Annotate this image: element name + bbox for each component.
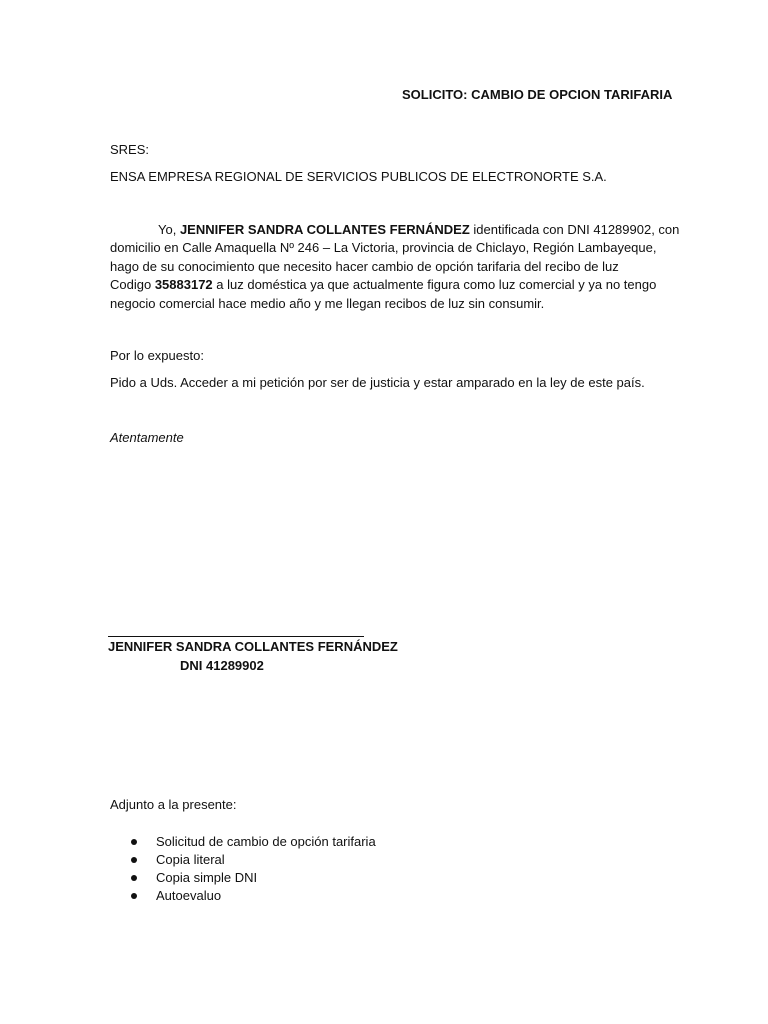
list-item <box>110 887 376 905</box>
body-line-2: domicilio en Calle Amaquella Nº 246 – La Victoria, provincia de Chiclayo, Región Lambayeque, <box>110 240 657 256</box>
attachments-list <box>110 833 376 905</box>
subject-line: SOLICITO: CAMBIO DE OPCION TARIFARIA <box>402 87 673 102</box>
body-intro: Yo, <box>158 222 180 237</box>
body-line-1 <box>110 221 680 239</box>
bullet-icon <box>131 857 137 863</box>
closing-text: Atentamente <box>110 430 184 445</box>
attachment-label: Solicitud de cambio de opción tarifaria <box>156 834 376 849</box>
body-id-text: identificada con DNI 41289902, con <box>469 222 680 237</box>
recipient: ENSA EMPRESA REGIONAL DE SERVICIOS PUBLICOS DE ELECTRONORTE S.A. <box>110 169 607 184</box>
list-item <box>110 833 376 851</box>
meter-code: 35883172 <box>154 277 213 293</box>
attachment-label: Copia simple DNI <box>156 870 258 885</box>
body-line-5: negocio comercial hace medio año y me llegan recibos de luz sin consumir. <box>110 295 545 311</box>
attachment-label: Copia literal <box>156 852 225 867</box>
attachments-title: Adjunto a la presente: <box>110 797 237 812</box>
body-reason-text: a luz doméstica ya que actualmente figura como luz comercial y ya no tengo <box>212 277 657 293</box>
list-item <box>110 869 376 887</box>
signature-dni: DNI 41289902 <box>180 658 264 673</box>
list-item <box>110 851 376 869</box>
petition-text: Pido a Uds. Acceder a mi petición por ser de justicia y estar amparado en la ley de este país. <box>110 375 645 390</box>
body-line-3: hago de su conocimiento que necesito hacer cambio de opción tarifaria del recibo de luz <box>110 258 619 274</box>
body-paragraph <box>110 221 680 313</box>
por-lo-expuesto: Por lo expuesto: <box>110 348 204 363</box>
attachment-label: Autoevaluo <box>156 888 222 903</box>
bullet-icon <box>131 839 137 845</box>
code-label: Codigo <box>110 277 155 293</box>
bullet-icon <box>131 875 137 881</box>
signature-name: JENNIFER SANDRA COLLANTES FERNÁNDEZ <box>108 639 398 654</box>
applicant-name: JENNIFER SANDRA COLLANTES FERNÁNDEZ <box>179 222 470 237</box>
signature-line <box>108 636 364 637</box>
bullet-icon <box>131 893 137 899</box>
body-line-4 <box>110 276 670 294</box>
salutation: SRES: <box>110 142 150 157</box>
